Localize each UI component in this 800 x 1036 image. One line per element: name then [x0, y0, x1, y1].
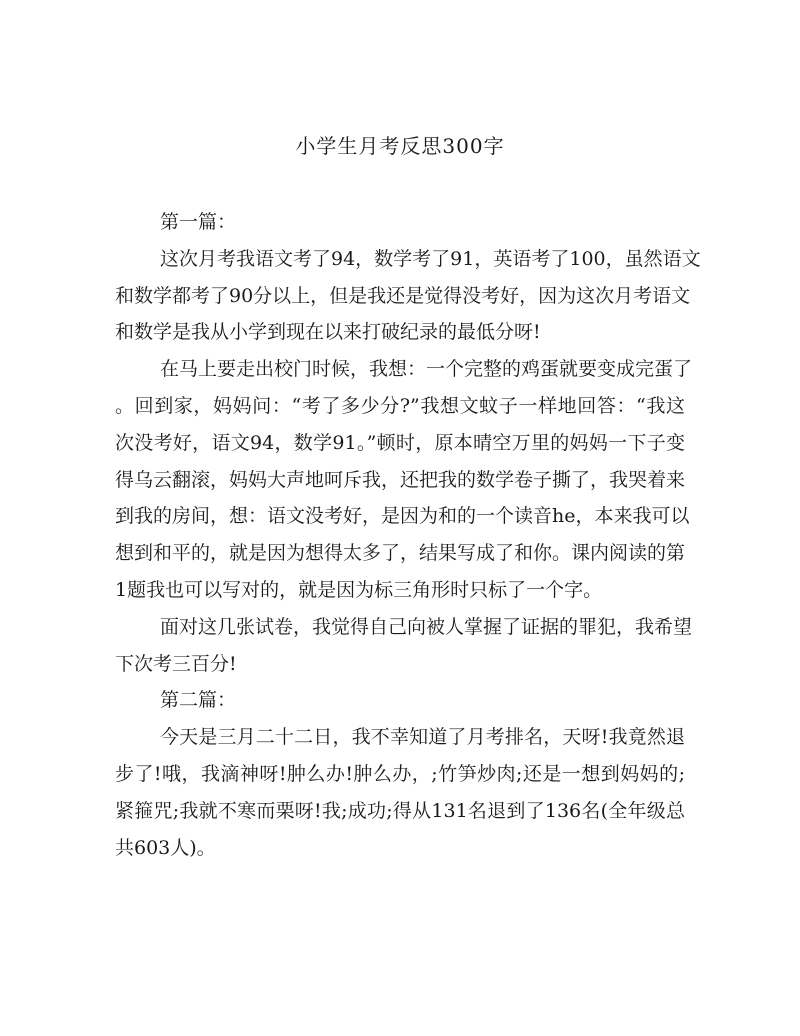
- heading-text: 第二篇：: [160, 689, 237, 712]
- text-line: 想到和平的，就是因为想得太多了，结果写成了和你。课内阅读的第: [115, 542, 686, 565]
- text-line: 和数学都考了90分以上，但是我还是觉得没考好，因为这次月考语文: [115, 284, 691, 307]
- text-line: 到我的房间，想：语文没考好，是因为和的一个读音he，本来我可以: [115, 505, 690, 528]
- paragraph: [115, 241, 701, 351]
- text-line: 步了!哦，我滴神呀!肿么办!肿么办，;竹笋炒肉;还是一想到妈妈的;: [115, 762, 685, 785]
- document-title: 小学生月考反思300字: [295, 134, 505, 158]
- text-line: 共603人)。: [115, 836, 216, 859]
- document-body: [115, 204, 701, 866]
- text-line: 在马上要走出校门时候，我想：一个完整的鸡蛋就要变成完蛋了: [160, 358, 693, 381]
- text-line: 下次考三百分!: [115, 652, 237, 675]
- section-heading: [115, 204, 685, 241]
- paragraph: [115, 351, 693, 609]
- text-line: 面对这几张试卷，我觉得自己向被人掌握了证据的罪犯，我希望: [160, 615, 693, 638]
- text-line: 这次月考我语文考了94，数学考了91，英语考了100，虽然语文: [160, 247, 701, 270]
- text-line: 。回到家，妈妈问：“考了多少分?”我想文蚊子一样地回答：“我这: [115, 394, 685, 417]
- text-line: 紧箍咒;我就不寒而栗呀!我;成功;得从131名退到了136名(全年级总: [115, 799, 685, 822]
- paragraph: [115, 719, 685, 866]
- section-heading: [115, 682, 685, 719]
- heading-text: 第一篇：: [160, 211, 237, 233]
- text-line: 和数学是我从小学到现在以来打破纪录的最低分呀!: [115, 321, 541, 344]
- text-line: 得乌云翻滚，妈妈大声地呵斥我，还把我的数学卷子撕了，我哭着来: [115, 468, 686, 491]
- text-line: 次没考好，语文94，数学91。”顿时，原本晴空万里的妈妈一下子变: [115, 431, 685, 454]
- text-line: 今天是三月二十二日，我不幸知道了月考排名，天呀!我竟然退: [160, 726, 685, 749]
- text-line: 1题我也可以写对的，就是因为标三角形时只标了一个字。: [115, 578, 603, 601]
- paragraph: [115, 609, 693, 683]
